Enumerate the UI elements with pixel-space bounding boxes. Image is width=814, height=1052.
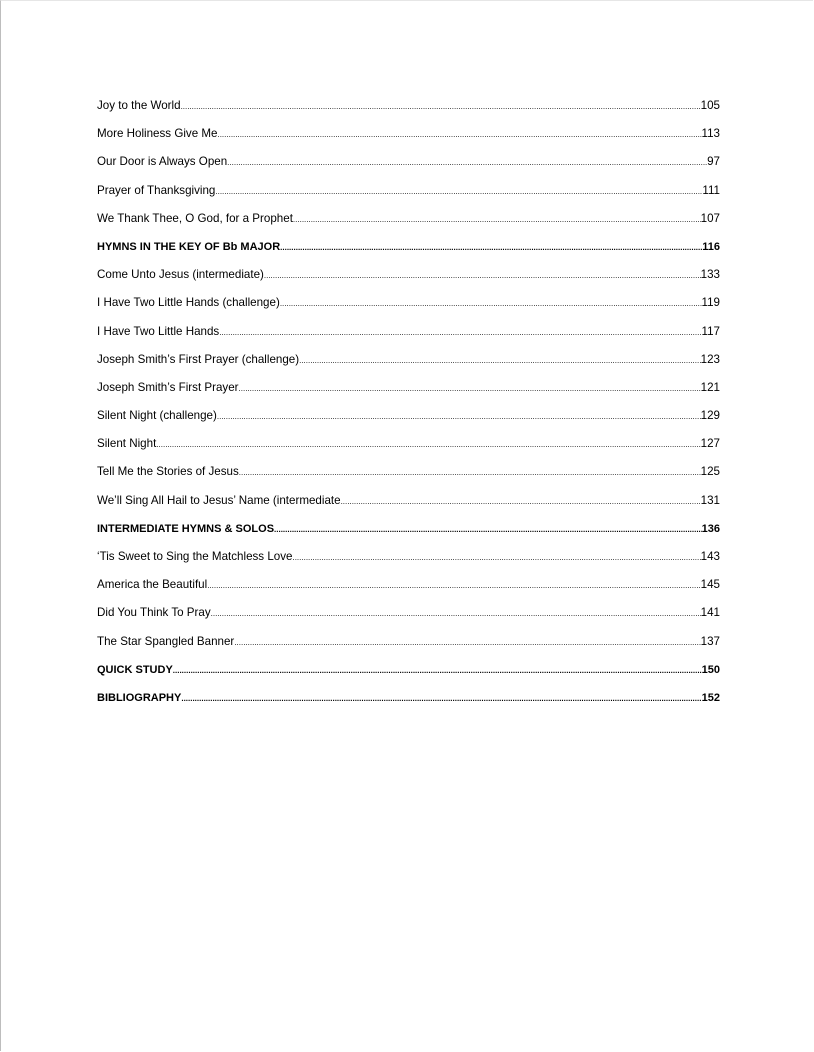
toc-entry[interactable] bbox=[97, 152, 720, 180]
toc-entry-title: Come Unto Jesus (intermediate) bbox=[97, 268, 264, 282]
toc-entry-title: HYMNS IN THE KEY OF Bb MAJOR bbox=[97, 240, 281, 253]
toc-dot-leader bbox=[274, 520, 702, 540]
toc-dot-leader bbox=[211, 604, 701, 624]
toc-dot-leader bbox=[341, 492, 701, 512]
toc-dot-leader bbox=[181, 689, 701, 709]
toc-dot-leader bbox=[280, 238, 702, 258]
toc-entry-page: 121 bbox=[700, 380, 720, 394]
toc-entry[interactable] bbox=[97, 491, 720, 519]
toc-entry[interactable] bbox=[97, 632, 720, 660]
toc-section-heading[interactable] bbox=[97, 237, 720, 265]
toc-entry-page: 137 bbox=[700, 634, 720, 648]
toc-dot-leader bbox=[156, 435, 700, 455]
toc-entry-title: Silent Night (challenge) bbox=[97, 409, 217, 423]
toc-entry-page: 116 bbox=[702, 240, 720, 253]
toc-entry[interactable] bbox=[97, 181, 720, 209]
toc-entry-page: 141 bbox=[700, 606, 720, 620]
toc-entry[interactable] bbox=[97, 322, 720, 350]
toc-entry-page: 143 bbox=[700, 550, 720, 563]
toc-entry-title: Joseph Smith’s First Prayer (challenge) bbox=[97, 352, 300, 366]
toc-entry[interactable] bbox=[97, 434, 720, 462]
toc-entry-title: Tell Me the Stories of Jesus bbox=[97, 465, 239, 479]
toc-entry-title: ‘Tis Sweet to Sing the Matchless Love bbox=[97, 550, 293, 563]
toc-entry-title: INTERMEDIATE HYMNS & SOLOS bbox=[97, 522, 275, 535]
toc-entry-page: 113 bbox=[701, 127, 720, 141]
toc-dot-leader bbox=[280, 294, 702, 314]
toc-entry[interactable] bbox=[97, 293, 720, 321]
toc-entry-title: Prayer of Thanksgiving bbox=[97, 183, 216, 197]
toc-entry-title: Joseph Smith’s First Prayer bbox=[97, 380, 239, 394]
toc-entry[interactable] bbox=[97, 124, 720, 152]
toc-entry[interactable] bbox=[97, 547, 720, 575]
toc-dot-leader bbox=[181, 97, 701, 117]
toc-entry-title: Silent Night bbox=[97, 437, 157, 451]
toc-entry-page: 123 bbox=[700, 352, 720, 366]
toc-entry-page: 145 bbox=[700, 578, 720, 592]
table-of-contents bbox=[97, 96, 720, 716]
toc-entry[interactable] bbox=[97, 378, 720, 406]
toc-section-heading[interactable] bbox=[97, 688, 720, 716]
toc-entry-page: 133 bbox=[700, 268, 720, 282]
toc-dot-leader bbox=[264, 266, 701, 286]
toc-entry-page: 150 bbox=[701, 663, 720, 676]
toc-entry-page: 131 bbox=[700, 493, 720, 507]
toc-entry-page: 97 bbox=[707, 155, 720, 169]
toc-entry-title: More Holiness Give Me bbox=[97, 127, 218, 141]
toc-entry-page: 129 bbox=[700, 409, 720, 423]
toc-entry[interactable] bbox=[97, 96, 720, 124]
toc-entry-title: BIBLIOGRAPHY bbox=[97, 691, 182, 704]
toc-dot-leader bbox=[173, 661, 702, 681]
toc-dot-leader bbox=[293, 210, 701, 230]
toc-dot-leader bbox=[217, 125, 701, 145]
toc-entry-page: 127 bbox=[700, 437, 720, 451]
toc-entry-page: 105 bbox=[700, 99, 720, 112]
toc-entry-title: I Have Two Little Hands (challenge) bbox=[97, 296, 280, 310]
toc-entry-page: 152 bbox=[701, 691, 720, 704]
toc-dot-leader bbox=[299, 351, 701, 371]
toc-entry-title: America the Beautiful bbox=[97, 578, 208, 592]
toc-dot-leader bbox=[239, 379, 701, 399]
toc-entry-title: We’ll Sing All Hail to Jesus’ Name (intermediate bbox=[97, 493, 341, 507]
toc-dot-leader bbox=[215, 182, 702, 202]
toc-dot-leader bbox=[219, 323, 701, 343]
toc-entry-title: Our Door is Always Open bbox=[97, 155, 228, 169]
toc-entry[interactable] bbox=[97, 462, 720, 490]
toc-dot-leader bbox=[292, 548, 700, 568]
toc-entry[interactable] bbox=[97, 265, 720, 293]
toc-dot-leader bbox=[207, 576, 700, 596]
toc-dot-leader bbox=[227, 153, 707, 173]
toc-entry[interactable] bbox=[97, 406, 720, 434]
toc-entry-title: Did You Think To Pray bbox=[97, 606, 211, 620]
toc-entry-page: 111 bbox=[702, 183, 720, 197]
toc-entry-title: We Thank Thee, O God, for a Prophet bbox=[97, 211, 293, 225]
toc-entry-page: 107 bbox=[700, 211, 720, 225]
toc-entry-title: Joy to the World bbox=[97, 99, 181, 112]
toc-entry-page: 117 bbox=[701, 324, 720, 338]
toc-entry[interactable] bbox=[97, 209, 720, 237]
toc-entry-title: The Star Spangled Banner bbox=[97, 634, 235, 648]
toc-entry[interactable] bbox=[97, 603, 720, 631]
toc-dot-leader bbox=[239, 463, 701, 483]
toc-dot-leader bbox=[217, 407, 701, 427]
toc-entry[interactable] bbox=[97, 575, 720, 603]
toc-section-heading[interactable] bbox=[97, 660, 720, 688]
toc-entry-title: QUICK STUDY bbox=[97, 663, 173, 676]
toc-entry-page: 136 bbox=[701, 522, 720, 535]
toc-entry[interactable] bbox=[97, 350, 720, 378]
toc-section-heading[interactable] bbox=[97, 519, 720, 547]
toc-dot-leader bbox=[234, 633, 700, 653]
toc-entry-page: 119 bbox=[701, 296, 720, 310]
toc-entry-page: 125 bbox=[700, 465, 720, 479]
toc-entry-title: I Have Two Little Hands bbox=[97, 324, 220, 338]
